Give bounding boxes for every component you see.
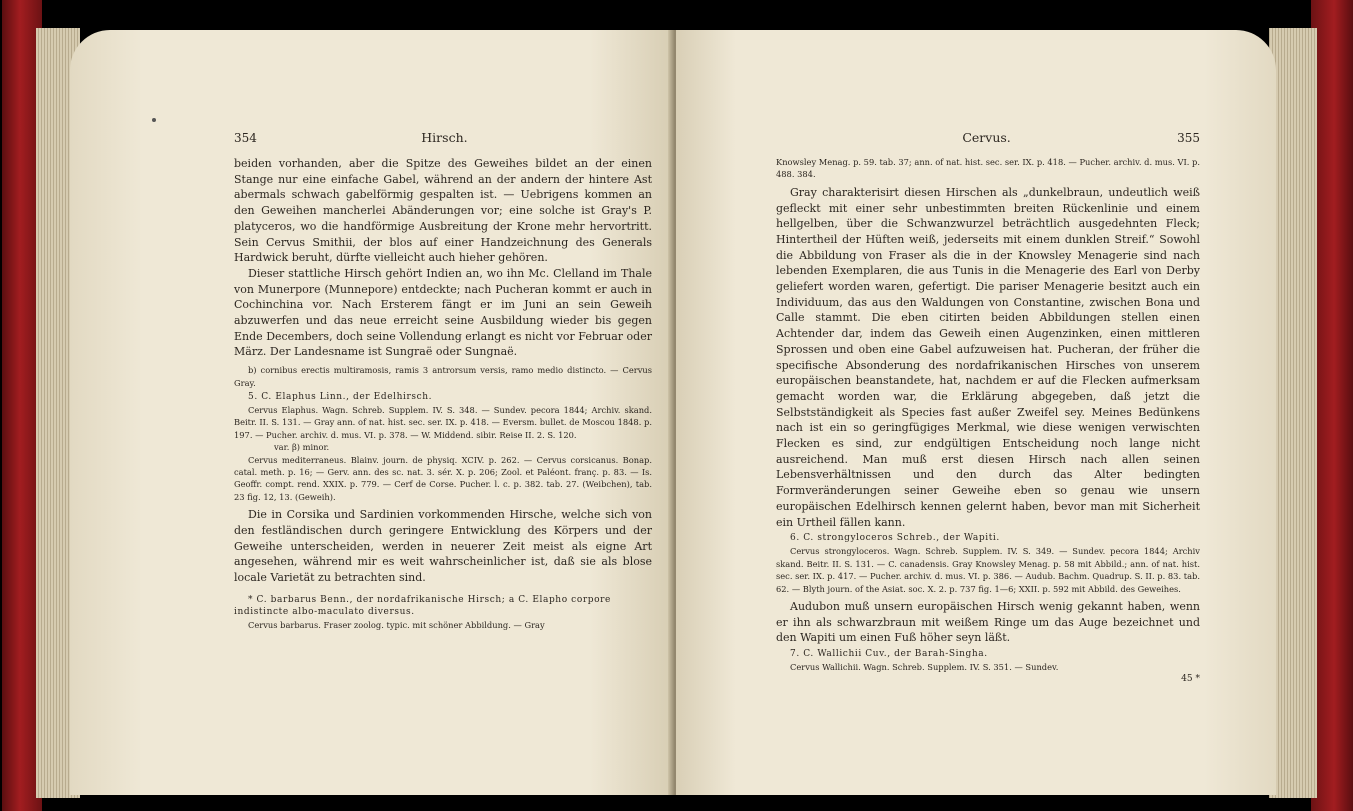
left-running-head [234, 130, 652, 156]
variety-label: var. β) minor. [274, 442, 330, 453]
right-running-head [776, 130, 1200, 156]
synonymy-text: Cervus barbarus. Fraser zoolog. typic. mit schöner Abbildung. — Gray [248, 619, 545, 630]
species-heading: 5. C. Elaphus Linn., der Edelhirsch. [248, 391, 433, 402]
right-running-title: Cervus. [962, 130, 1011, 145]
left-text-block [234, 130, 652, 631]
book-cover-right [1311, 0, 1353, 811]
paragraph: Audubon muß unsern europäischen Hirsch wenig gekannt haben, wenn er ihn als schwarzbraun mit weißem Ringe um das Auge bezeichnet und den Wapiti um einen Fuß höher seyn läßt. [776, 599, 1200, 645]
paragraph: Gray charakterisirt diesen Hirschen als „dunkelbraun, undeutlich weiß gefleckt mit einer sehr unbestimmten breiten Rückenlinie und einem hellgelben, über die Schwanzwurzel beträchtlich ausgedehnten Fleck; Hintertheil der Hüften weiß, jederseits mit einem dunklen Streif.“ Sowohl die Abbildung von Fraser als die in der Knowsley Menagerie sind nach lebenden Exemplaren, die aus Tunis in die Menagerie des Earl von Derby geliefert worden waren, gefertigt. Die pariser Menagerie besitzt auch ein Individuum, das aus den Waldungen von Constantine, zwischen Bona und Calle stammt. Die eben citirten beiden Abbildungen stellen einen Achtender dar, indem das Geweih einen Augenzinken, einen mittleren Sprossen und oben eine Gabel aufzuweisen hat. Pucheran, der früher die specifische Absonderung des nordafrikanischen Hirsches von unserem europäischen beanstandete, hat, nachdem er auf die Flecken aufmerksam gemacht worden war, die Erklärung abgegeben, daß jetzt die Selbstständigkeit als Species fast außer Zweifel sey. Meines Bedünkens nach ist ein so geringfügiges Merkmal, wie diese wenigen verwischten Flecken es sind, zur endgültigen Entscheidung noch lange nicht ausreichend. Man muß erst diesen Hirsch nach allen seinen Lebensverhältnissen und den durch das Alter bedingten Formveränderungen seiner Geweihe eben so genau wie unsern europäischen Edelhirsch kennen gelernt haben, bevor man mit Sicherheit ein Urtheil fällen kann. [776, 185, 1200, 529]
synonymy-text: Knowsley Menag. p. 59. tab. 37; ann. of nat. hist. sec. ser. IX. p. 418. — Pucher. archiv. d. mus. VI. p. 488. 384. [776, 157, 1200, 180]
page-edges-right [1269, 28, 1317, 798]
species-heading: 6. C. strongyloceros Schreb., der Wapiti. [790, 533, 1000, 544]
synonymy-text: Cervus strongyloceros. Wagn. Schreb. Supplem. IV. S. 349. — Sundev. pecora 1844; Archiv skand. Beitr. II. S. 131. — C. canadensis. Gray Knowsley Menag. p. 58 mit Abbild.; ann. of nat. hist. sec. ser. IX. p. 417. — Pucher. archiv. d. mus. VI. p. 386. — Audub. Bachm. Quadrup. S. II. p. 83. tab. 62. — Blyth journ. of the Asiat. soc. X. 2. p. 737 fig. 1—6; XXII. p. 592 mit Abbild. des Geweihes. [776, 546, 1200, 594]
paragraph: Dieser stattliche Hirsch gehört Indien an, wo ihn Mc. Clelland im Thale von Munerpore (Munnepore) entdeckte; nach Pucheran kommt er auch in Cochinchina vor. Nach Ersterem fängt er im Juni an sein Geweih abzuwerfen und das neue erreicht seine Ausbildung wieder bis gegen Ende Decembers, doch seine Vollendung erlangt es nicht vor Februar oder März. Der Landesname ist Sungraë oder Sungnaë. [234, 266, 652, 359]
right-page-number: 355 [1177, 131, 1200, 145]
right-page [676, 30, 1276, 795]
paragraph: Die in Corsika und Sardinien vorkommenden Hirsche, welche sich von den festländischen durch geringere Entwicklung des Körpers und der Geweihe unterscheiden, werden in neuerer Zeit meist als eigne Art angesehen, während mir es weit wahrscheinlicher ist, daß sie als blose locale Varietät zu betrachten sind. [234, 508, 652, 585]
species-heading: * C. barbarus Benn., der nordafrikanische Hirsch; a C. Elapho corpore indistincte albo-maculato diversus. [234, 594, 611, 618]
synonymy-text: Cervus mediterraneus. Blainv. journ. de physiq. XCIV. p. 262. — Cervus corsicanus. Bonap. catal. meth. p. 16; — Gerv. ann. des sc. nat. 3. sér. X. p. 206; Zool. et Paléont. franç. p. 83. — Is. Geoffr. compt. rend. XXIX. p. 779. — Cerf de Corse. Pucher. l. c. p. 382. tab. 27. (Weibchen), tab. 23 fig. 12, 13. (Geweih). [234, 454, 652, 502]
signature-mark: 45 * [1181, 674, 1200, 685]
synonymy-text: Cervus Elaphus. Wagn. Schreb. Supplem. IV. S. 348. — Sundev. pecora 1844; Archiv. skand. Beitr. II. S. 131. — Gray ann. of nat. hist. sec. ser. IX. p. 418. — Eversm. bullet. de Moscou 1848. p. 197. — Pucher. archiv. d. mus. VI. p. 378. — W. Middend. sibir. Reise II. 2. S. 120. [234, 404, 652, 440]
ink-spot [152, 118, 156, 122]
left-page-number: 354 [234, 131, 257, 145]
right-text-block [776, 130, 1200, 685]
species-heading: 7. C. Wallichii Cuv., der Barah-Singha. [790, 649, 988, 660]
synonymy-text: Cervus Wallichii. Wagn. Schreb. Supplem. IV. S. 351. — Sundev. [790, 662, 1059, 673]
diagnosis-text: b) cornibus erectis multiramosis, ramis 3 antrorsum versis, ramo medio distincto. — Cervus Gray. [234, 365, 652, 388]
left-page [70, 30, 674, 795]
left-running-title: Hirsch. [421, 130, 468, 145]
paragraph: beiden vorhanden, aber die Spitze des Geweihes bildet an der einen Stange nur eine einfache Gabel, während an der andern der hintere Ast abermals schwach gabelförmig gespalten ist. — Uebrigens kommen an den Geweihen mancherlei Abänderungen vor; eine solche ist Gray's P. platyceros, wo die handförmige Ausbreitung der Krone mehr hervortritt. Sein Cervus Smithii, der blos auf einer Handzeichnung des Generals Hardwick beruht, dürfte vielleicht auch hieher gehören. [234, 157, 652, 265]
